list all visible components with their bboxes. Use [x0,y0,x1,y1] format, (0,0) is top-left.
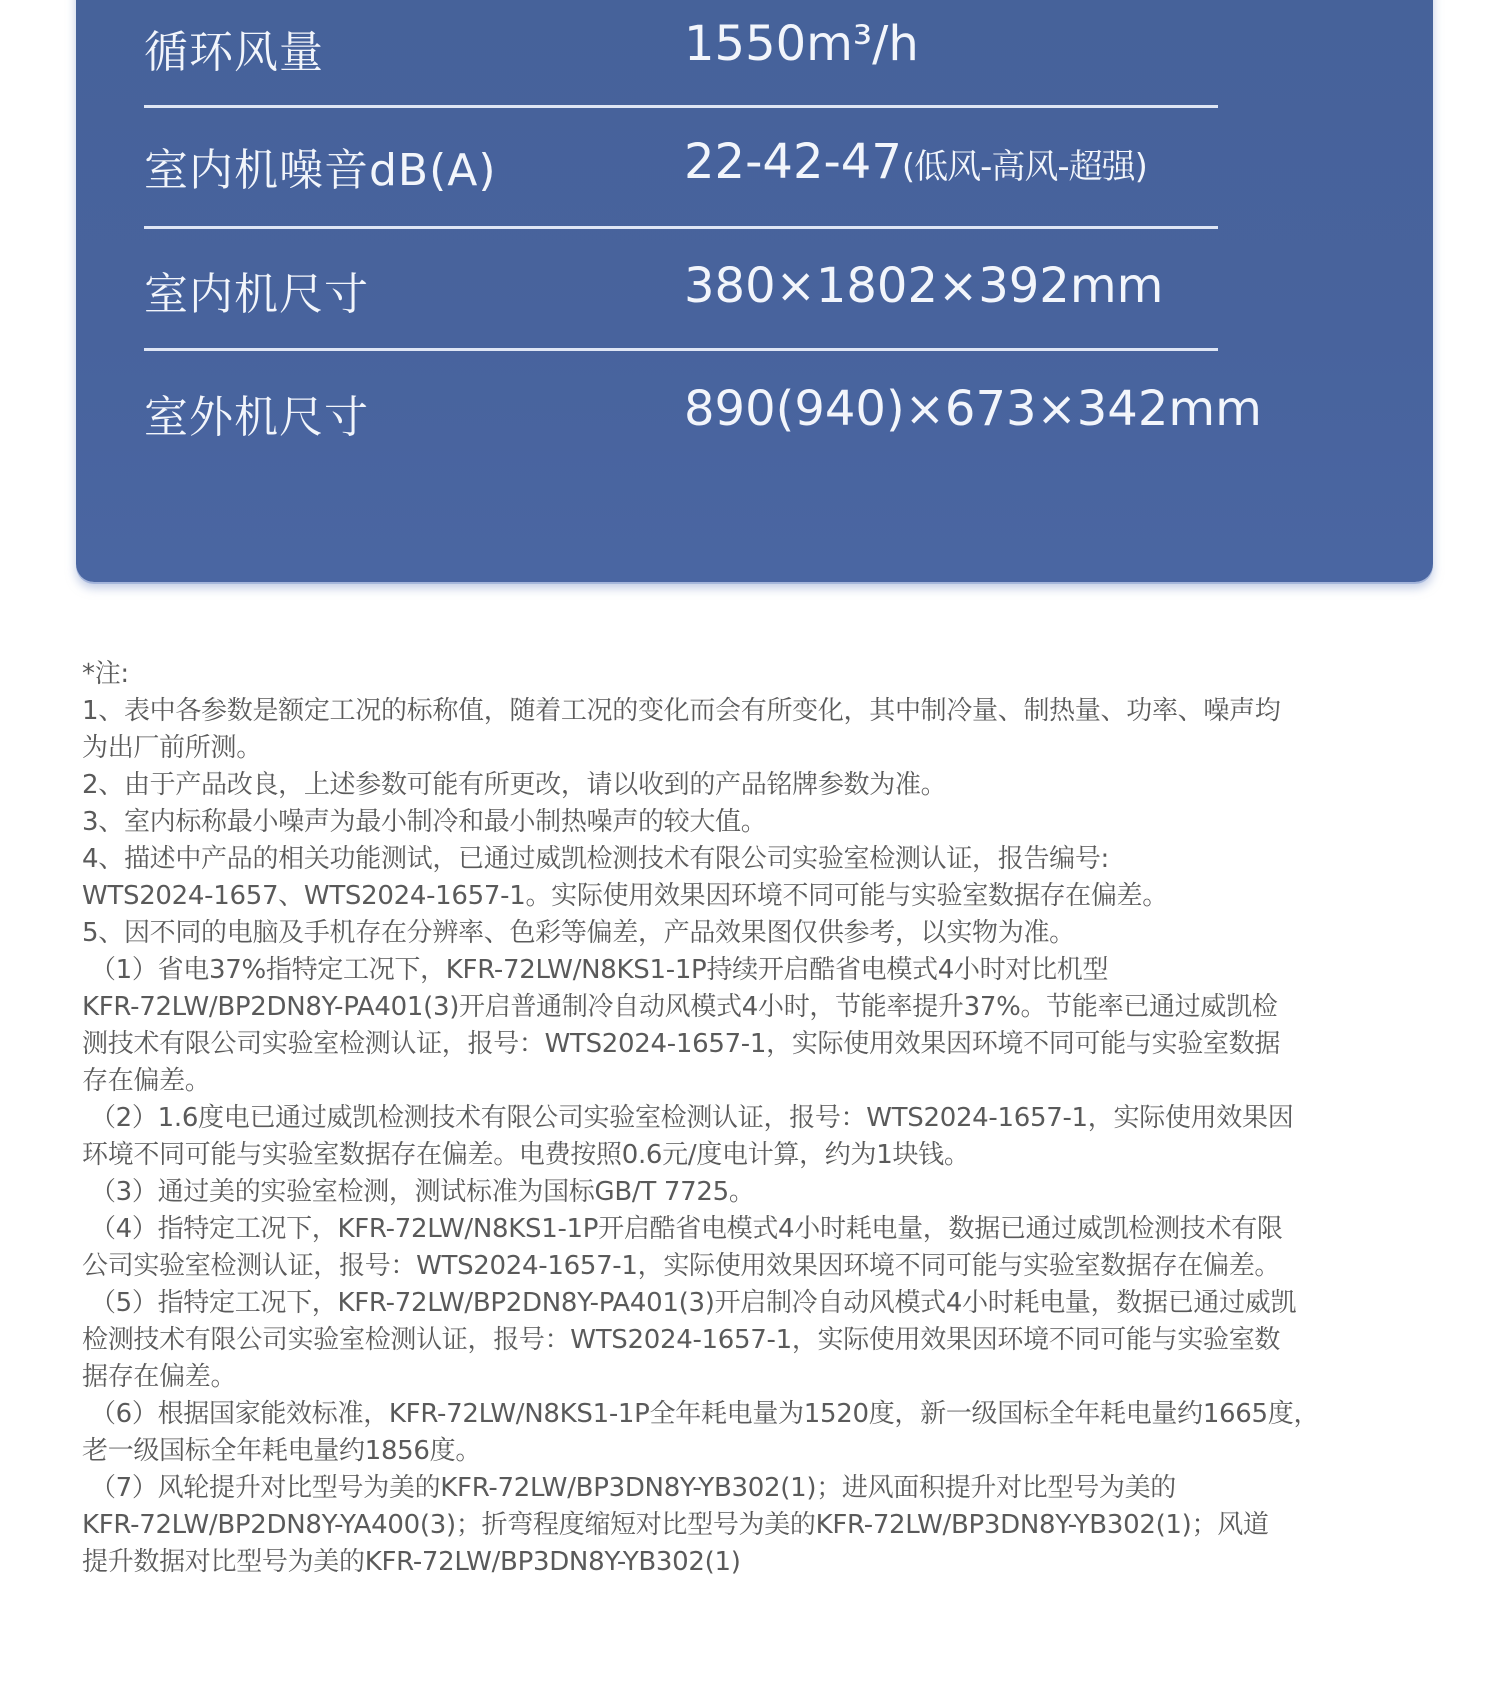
spec-value [684,134,1147,190]
footnote-line: KFR-72LW/BP2DN8Y-PA401(3)开启普通制冷自动风模式4小时，节能率提升37%。节能率已通过威凯检 [82,992,1278,1022]
footnote-line: 提升数据对比型号为美的KFR-72LW/BP3DN8Y-YB302(1) [82,1547,741,1577]
spec-value [684,258,1163,314]
footnote-line: 公司实验室检测认证，报号：WTS2024-1657-1，实际使用效果因环境不同可能与实验室数据存在偏差。 [82,1251,1281,1281]
spec-value [684,16,919,72]
footnote-line: 5、因不同的电脑及手机存在分辨率、色彩等偏差，产品效果图仅供参考，以实物为准。 [82,918,1075,948]
spec-row-indoor-size [144,242,1218,338]
footnote-line: 4、描述中产品的相关功能测试，已通过威凯检测技术有限公司实验室检测认证，报告编号: [82,844,1110,874]
spec-value-main: 1550m³/h [684,16,919,72]
footnotes [82,656,1452,1581]
spec-divider [144,105,1218,108]
spec-label: 室外机尺寸 [144,392,369,443]
footnote-line: 存在偏差。 [82,1066,211,1096]
footnote-line: 据存在偏差。 [82,1362,237,1392]
footnote-line: 测技术有限公司实验室检测认证，报号：WTS2024-1657-1，实际使用效果因环境不同可能与实验室数据 [82,1029,1281,1059]
footnote-line: （2）1.6度电已通过威凯检测技术有限公司实验室检测认证，报号：WTS2024-1657-1，实际使用效果因 [82,1103,1294,1133]
spec-row-outdoor-size [144,365,1262,461]
spec-row-airflow [144,0,1218,96]
spec-divider [144,348,1218,351]
footnote-line: 3、室内标称最小噪声为最小制冷和最小制热噪声的较大值。 [82,807,767,837]
footnote-line: （1）省电37%指特定工况下，KFR-72LW/N8KS1-1P持续开启酷省电模式4小时对比机型 [82,955,1109,985]
footnote-line: （5）指特定工况下，KFR-72LW/BP2DN8Y-PA401(3)开启制冷自动风模式4小时耗电量，数据已通过威凯 [82,1288,1297,1318]
footnote-line: 2、由于产品改良，上述参数可能有所更改，请以收到的产品铭牌参数为准。 [82,770,947,800]
footnote-line: 检测技术有限公司实验室检测认证，报号：WTS2024-1657-1，实际使用效果因环境不同可能与实验室数 [82,1325,1281,1355]
footnote-line: WTS2024-1657、WTS2024-1657-1。实际使用效果因环境不同可能与实验室数据存在偏差。 [82,881,1168,911]
footnote-line: 为出厂前所测。 [82,733,262,763]
spec-label: 室内机尺寸 [144,269,369,320]
spec-value-main: 890(940)×673×342mm [684,381,1262,437]
spec-value-note: (低风-高风-超强) [901,147,1147,187]
footnote-line: KFR-72LW/BP2DN8Y-YA400(3)；折弯程度缩短对比型号为美的KFR-72LW/BP3DN8Y-YB302(1)；风道 [82,1510,1269,1540]
spec-row-indoor-noise [144,118,1218,214]
footnote-line: 环境不同可能与实验室数据存在偏差。电费按照0.6元/度电计算，约为1块钱。 [82,1140,970,1170]
footnote-line: （3）通过美的实验室检测，测试标准为国标GB/T 7725。 [82,1177,755,1207]
footnote-line: （4）指特定工况下，KFR-72LW/N8KS1-1P开启酷省电模式4小时耗电量，数据已通过威凯检测技术有限 [82,1214,1283,1244]
footnote-header: *注: [82,659,129,689]
spec-value-main: 22-42-47 [684,134,902,190]
footnote-line: 老一级国标全年耗电量约1856度。 [82,1436,482,1466]
footnote-line: （6）根据国家能效标准，KFR-72LW/N8KS1-1P全年耗电量为1520度，新一级国标全年耗电量约1665度， [82,1399,1320,1429]
spec-divider [144,226,1218,229]
footnote-line: （7）风轮提升对比型号为美的KFR-72LW/BP3DN8Y-YB302(1)；进风面积提升对比型号为美的 [82,1473,1176,1503]
spec-value [684,381,1262,437]
spec-label: 循环风量 [144,27,324,78]
footnote-line: 1、表中各参数是额定工况的标称值，随着工况的变化而会有所变化，其中制冷量、制热量、功率、噪声均 [82,696,1281,726]
spec-label: 室内机噪音dB(A) [144,145,497,196]
spec-value-main: 380×1802×392mm [684,258,1164,314]
